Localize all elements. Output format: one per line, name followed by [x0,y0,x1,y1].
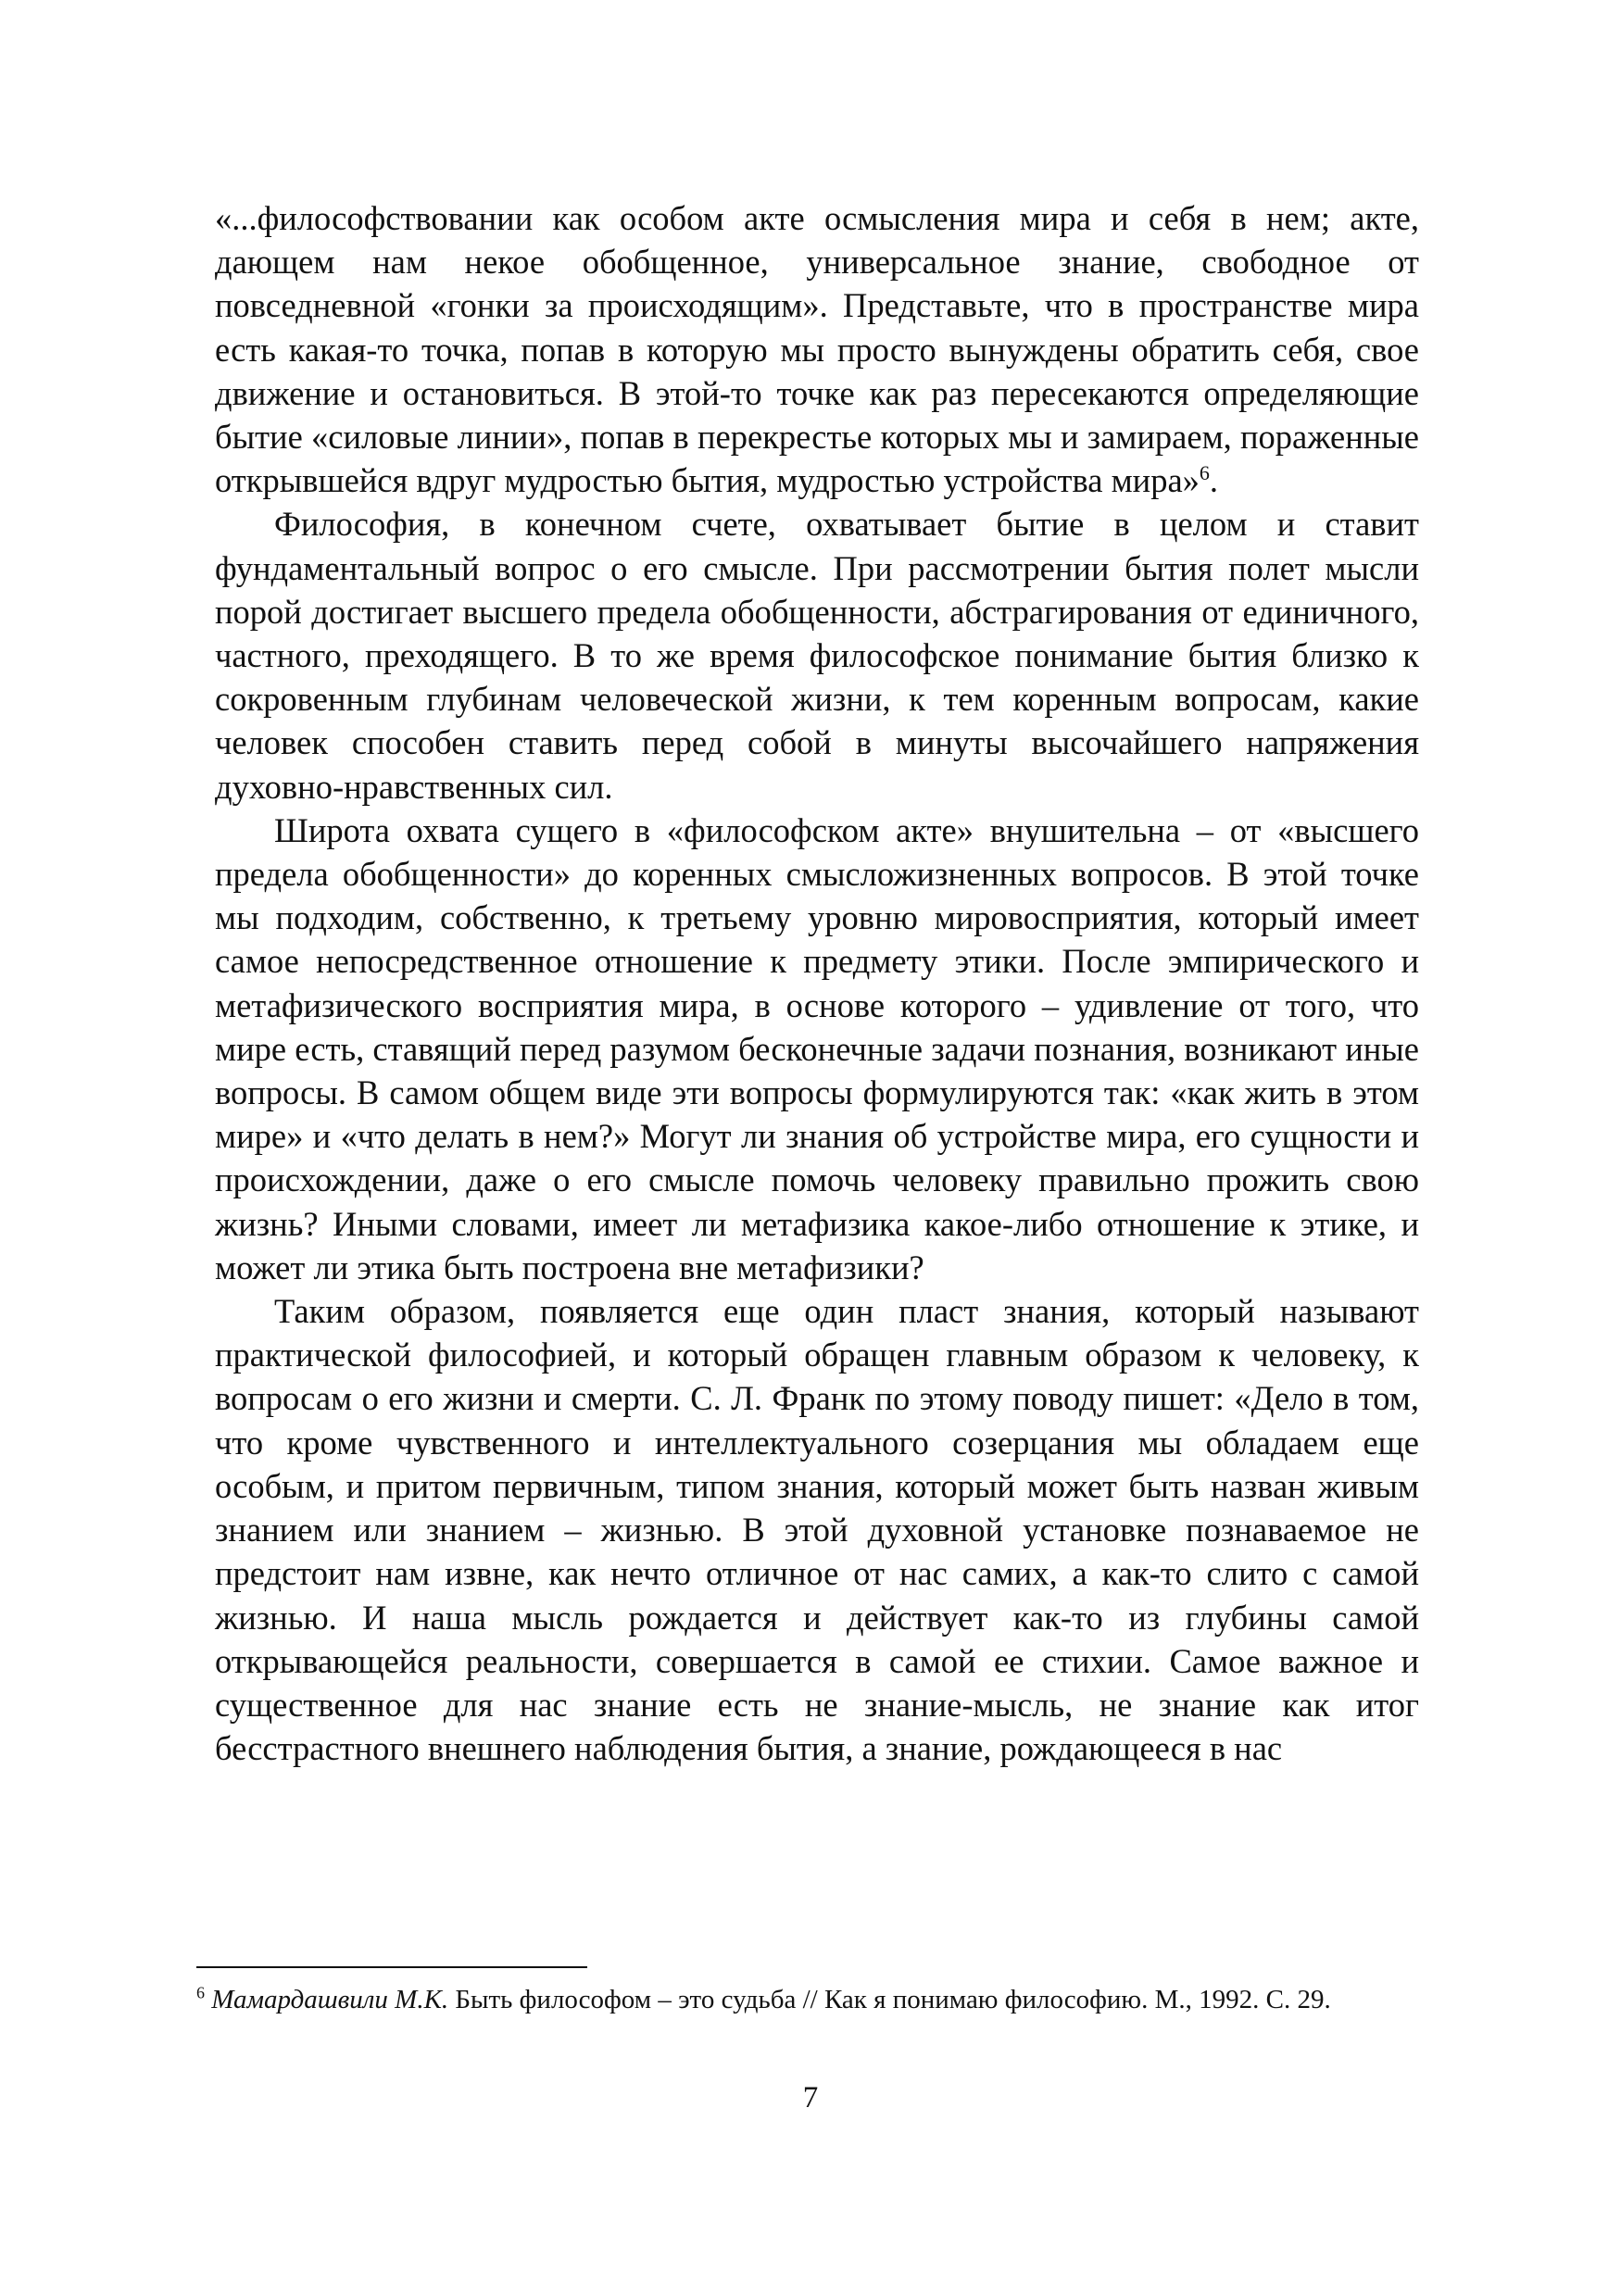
paragraph-quote [215,196,1419,502]
paragraph-philosophy: Философия, в конечном счете, охватывает бытие в целом и ставит фундаментальный вопрос о его смысле. При рассмотрении бытия полет мысли порой достигает высшего предела обобщенности, абстрагирования от единичного, частного, преходящего. В то же время философское понимание бытия близко к сокровенным глубинам человеческой жизни, к тем коренным вопросам, какие человек способен ставить перед собой в минуты высочайшего напряжения духовно-нравственных сил. [215,505,1419,806]
footnote-separator [196,1966,587,1968]
paragraph-practical: Таким образом, появляется еще один пласт знания, который называют практической философией, и который обращен главным образом к человеку, к вопросам о его жизни и смерти. С. Л. Франк по этому поводу пишет: «Дело в том, что кроме чувственного и интеллектуального созерцания мы обладаем еще особым, и притом первичным, типом знания, который может быть назван живым знанием или знанием – жизнью. В этой духовной установке познаваемое не предстоит нам извне, как нечто отличное от нас самих, а как-то слито с самой жизнью. И наша мысль рождается и действует как-то из глубины самой открывающейся реальности, совершается в самой ее стихии. Самое важное и существенное для нас знание есть не знание-мысль, не знание как итог бесстрастного внешнего наблюдения бытия, а знание, рождающееся в нас [215,1292,1419,1768]
paragraph-text: «...философствовании как особом акте осмысления мира и себя в нем; акте, дающем нам некое обобщенное, универсальное знание, свободное от повседневной «гонки за происходящим». Представьте, что в пространстве мира есть какая-то точка, попав в которую мы просто вынуждены обратить себя, свое движение и остановиться. В этой-то точке как раз пересекаются определяющие бытие «силовые линии», попав в перекрестье которых мы и замираем, пораженные открывшейся вдруг мудростью бытия, мудростью устройства мира» [215,199,1419,500]
paragraph-tail: . [1209,461,1219,500]
footnote-reference: 6 [1199,461,1210,485]
footnote-number: 6 [196,1983,205,2002]
footnote-text: Быть философом – это судьба // Как я понимаю философию. М., 1992. С. 29. [448,1985,1331,2014]
page-number: 7 [802,2081,819,2114]
footnote [196,1982,1424,2017]
main-text [215,196,1419,1770]
footnote-author: Мамардашвили М.К. [211,1985,449,2014]
paragraph-scope: Широта охвата сущего в «философском акте» внушительна – от «высшего предела обобщенности» до коренных смысложизненных вопросов. В этой точке мы подходим, собственно, к третьему уровню мировосприятия, который имеет самое непосредственное отношение к предмету этики. После эмпирического и метафизического восприятия мира, в основе которого – удивление от того, что мире есть, ставящий перед разумом бесконечные задачи познания, возникают иные вопросы. В самом общем виде эти вопросы формулируются так: «как жить в этом мире» и «что делать в нем?» Могут ли знания об устройстве мира, его сущности и происхождении, даже о его смысле помочь человеку правильно прожить свою жизнь? Иными словами, имеет ли метафизика какое-либо отношение к этике, и может ли этика быть построена вне метафизики? [215,810,1419,1286]
